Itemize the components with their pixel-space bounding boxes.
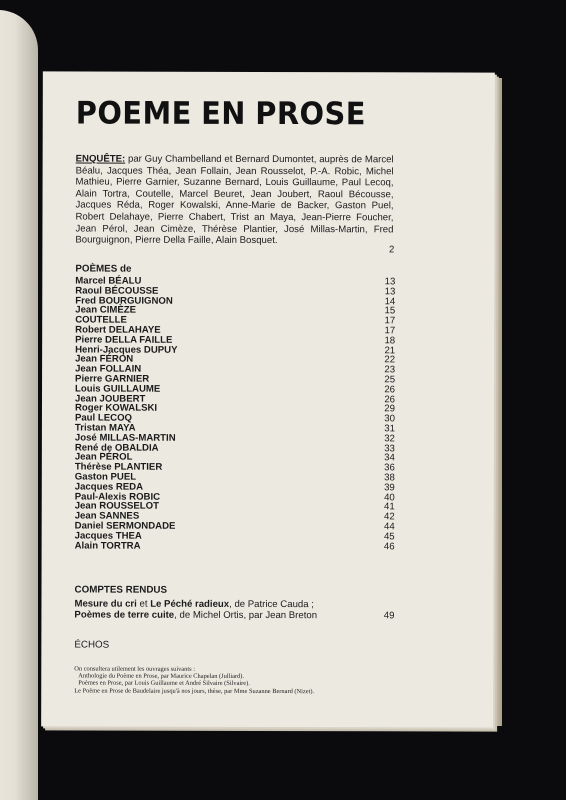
poet-first-name: Jacques xyxy=(75,530,113,541)
poet-page-number: 17 xyxy=(373,316,395,326)
poet-first-name: Roger xyxy=(75,403,103,414)
poet-last-name: SANNES xyxy=(99,511,139,522)
poet-page-number: 46 xyxy=(373,542,395,552)
poet-last-name: TORTRA xyxy=(101,540,141,551)
poet-page-number: 40 xyxy=(373,493,395,503)
poet-last-name: BÉALU xyxy=(108,276,141,287)
comptes-rendus-entry xyxy=(74,598,394,621)
book-title: Le Péché radieux xyxy=(150,599,229,610)
poet-page-number: 31 xyxy=(373,424,395,434)
poet-last-name: JOUBERT xyxy=(100,393,146,404)
bibliography-notes xyxy=(74,665,404,695)
poet-last-name: REDA xyxy=(116,481,143,492)
poet-page-number: 38 xyxy=(373,473,395,483)
poet-last-name: CIMÈZE xyxy=(100,305,136,316)
poet-first-name: José xyxy=(75,432,97,443)
comptes-rendus-line xyxy=(74,598,394,610)
poet-page-number: 42 xyxy=(373,512,395,522)
poet-page-number: 26 xyxy=(373,395,395,405)
poet-page-number: 18 xyxy=(373,336,395,346)
poet-page-number: 26 xyxy=(373,385,395,395)
poet-page-number: 21 xyxy=(373,346,395,356)
poet-last-name: PÉROL xyxy=(99,452,132,463)
poet-page-number: 33 xyxy=(373,444,395,454)
poet-page-number: 22 xyxy=(373,356,395,366)
poet-first-name: Robert xyxy=(75,324,106,335)
poet-first-name: Alain xyxy=(75,540,98,551)
poet-last-name: SERMONDADE xyxy=(106,520,175,531)
author-text: , de Patrice Cauda ; xyxy=(229,599,314,610)
poet-first-name: Jean xyxy=(75,393,97,404)
poet-first-name: Jacques xyxy=(75,481,113,492)
poet-first-name: Paul-Alexis xyxy=(75,491,127,502)
poets-list xyxy=(75,276,396,551)
poet-last-name: OBALDIA xyxy=(115,442,159,453)
poet-last-name: COUTELLE xyxy=(75,315,127,326)
poet-first-name: Pierre xyxy=(75,334,102,345)
poet-first-name: René de xyxy=(75,442,112,453)
poet-first-name: Raoul xyxy=(75,285,102,296)
poet-page-number: 15 xyxy=(373,307,395,317)
comptes-rendus-heading: COMPTES RENDUS xyxy=(74,584,167,595)
poet-last-name: PLANTIER xyxy=(114,462,162,473)
poet-last-name: BÉCOUSSE xyxy=(105,285,159,296)
poet-page-number: 36 xyxy=(373,463,395,473)
poet-first-name: Jean xyxy=(75,501,97,512)
poet-page-number: 45 xyxy=(373,532,395,542)
poet-last-name: THEA xyxy=(116,530,142,541)
poet-first-name: Paul xyxy=(75,413,95,424)
poet-page-number: 25 xyxy=(373,375,395,385)
poet-last-name: MAYA xyxy=(109,423,136,434)
poemes-heading: POÈMES de xyxy=(75,263,131,274)
poet-last-name: DELLA FAILLE xyxy=(105,334,172,345)
poet-page-number: 23 xyxy=(373,365,395,375)
book-title: Mesure du cri xyxy=(74,598,136,609)
poet-page-number: 30 xyxy=(373,414,395,424)
poet-last-name: ROBIC xyxy=(129,491,160,502)
poet-first-name: Jean xyxy=(75,305,97,316)
poet-first-name: Jean xyxy=(75,364,97,375)
poet-last-name: GARNIER xyxy=(105,374,149,385)
poet-last-name: BOURGUIGNON xyxy=(99,295,173,306)
author-text: , de Michel Ortis, par Jean Breton xyxy=(174,610,317,621)
poet-first-name: Henri-Jacques xyxy=(75,344,141,355)
poet-last-name: DUPUY xyxy=(144,344,178,355)
poet-first-name: Jean xyxy=(75,511,97,522)
poet-first-name: Tristan xyxy=(75,422,106,433)
poet-page-number: 44 xyxy=(373,522,395,532)
poet-first-name: Thérèse xyxy=(75,462,112,473)
note-line: Le Poème en Prose de Baudelaire jusqu'à nos jours, thèse, par Mme Suzanne Bernard (Nizet). xyxy=(74,687,404,695)
book-page xyxy=(41,71,495,727)
comptes-rendus-line xyxy=(74,609,394,621)
page-title xyxy=(76,95,366,132)
connector-text: et xyxy=(137,599,150,610)
note-line: On consultera utilement les ouvrages suivants : xyxy=(74,665,404,673)
poet-first-name: Daniel xyxy=(75,520,104,531)
left-page-edge xyxy=(0,10,38,800)
poet-last-name: ROUSSELOT xyxy=(99,501,159,512)
poet-page-number: 29 xyxy=(373,405,395,415)
poet-page-number: 32 xyxy=(373,434,395,444)
note-line: Poèmes en Prose, par Louis Guillaume et André Silvaire (Silvaire). xyxy=(74,680,404,688)
poet-page-number: 14 xyxy=(373,297,395,307)
poet-page-number: 34 xyxy=(373,454,395,464)
poet-last-name: MILLAS-MARTIN xyxy=(99,432,175,443)
poet-last-name: PUEL xyxy=(111,472,137,483)
enquete-page-number: 2 xyxy=(372,244,394,255)
poet-row xyxy=(75,541,395,552)
poet-last-name: DELAHAYE xyxy=(109,325,161,336)
poet-first-name: Jean xyxy=(75,354,97,365)
enquete-text: par Guy Chambelland et Bernard Dumontet, auprès de Marcel Béalu, Jacques Théa, Jean Follain, Jean Rousselot, P.-A. Robic, Michel Mathieu, Pierre Garnier, Suzanne Bernard, Louis Guillaume, Paul Lecoq, Alain Tortra, Coutelle, Marcel Beuret, Jean Joubert, Raoul Bécousse, Jacques Réda, Roger Kowalski, Anne-Marie de Backer, Gaston Puel, Robert Delahaye, Pierre Chabert, Trist an Maya, Jean-Pierre Foucher, Jean Pérol, Jean Cimèze, Thérèse Plantier, José Millas-Martin, Fred Bourguignon, Pierre Della Faille, Alain Bosquet. xyxy=(75,154,393,247)
note-line: Anthologie du Poème en Prose, par Maurice Chapelan (Julliard). xyxy=(74,673,404,681)
poet-page-number: 41 xyxy=(373,503,395,513)
poet-page-number: 39 xyxy=(373,483,395,493)
enquete-label: ENQUÊTE: xyxy=(76,153,126,164)
title-word: EN xyxy=(201,96,246,132)
enquete-paragraph xyxy=(75,153,393,247)
poet-name xyxy=(75,541,141,551)
title-word: PROSE xyxy=(255,96,366,132)
poet-first-name: Jean xyxy=(75,452,97,463)
poet-first-name: Louis xyxy=(75,383,101,394)
poet-first-name: Pierre xyxy=(75,373,102,384)
comptes-rendus-page-number: 49 xyxy=(384,610,395,621)
poet-last-name: FÉRON xyxy=(100,354,134,365)
poet-page-number: 13 xyxy=(373,287,395,297)
poet-first-name: Fred xyxy=(75,295,96,306)
echos-heading: ÉCHOS xyxy=(74,639,109,650)
poet-last-name: GUILLAUME xyxy=(103,383,160,394)
poet-page-number: 13 xyxy=(373,277,395,287)
poet-last-name: LECOQ xyxy=(98,413,132,424)
poet-first-name: Marcel xyxy=(75,275,105,286)
poet-last-name: FOLLAIN xyxy=(100,364,142,375)
poet-first-name: Gaston xyxy=(75,471,108,482)
title-word: POEME xyxy=(76,95,192,131)
book-title: Poèmes de terre cuite xyxy=(74,609,174,620)
poet-page-number: 17 xyxy=(373,326,395,336)
poet-last-name: KOWALSKI xyxy=(105,403,157,414)
